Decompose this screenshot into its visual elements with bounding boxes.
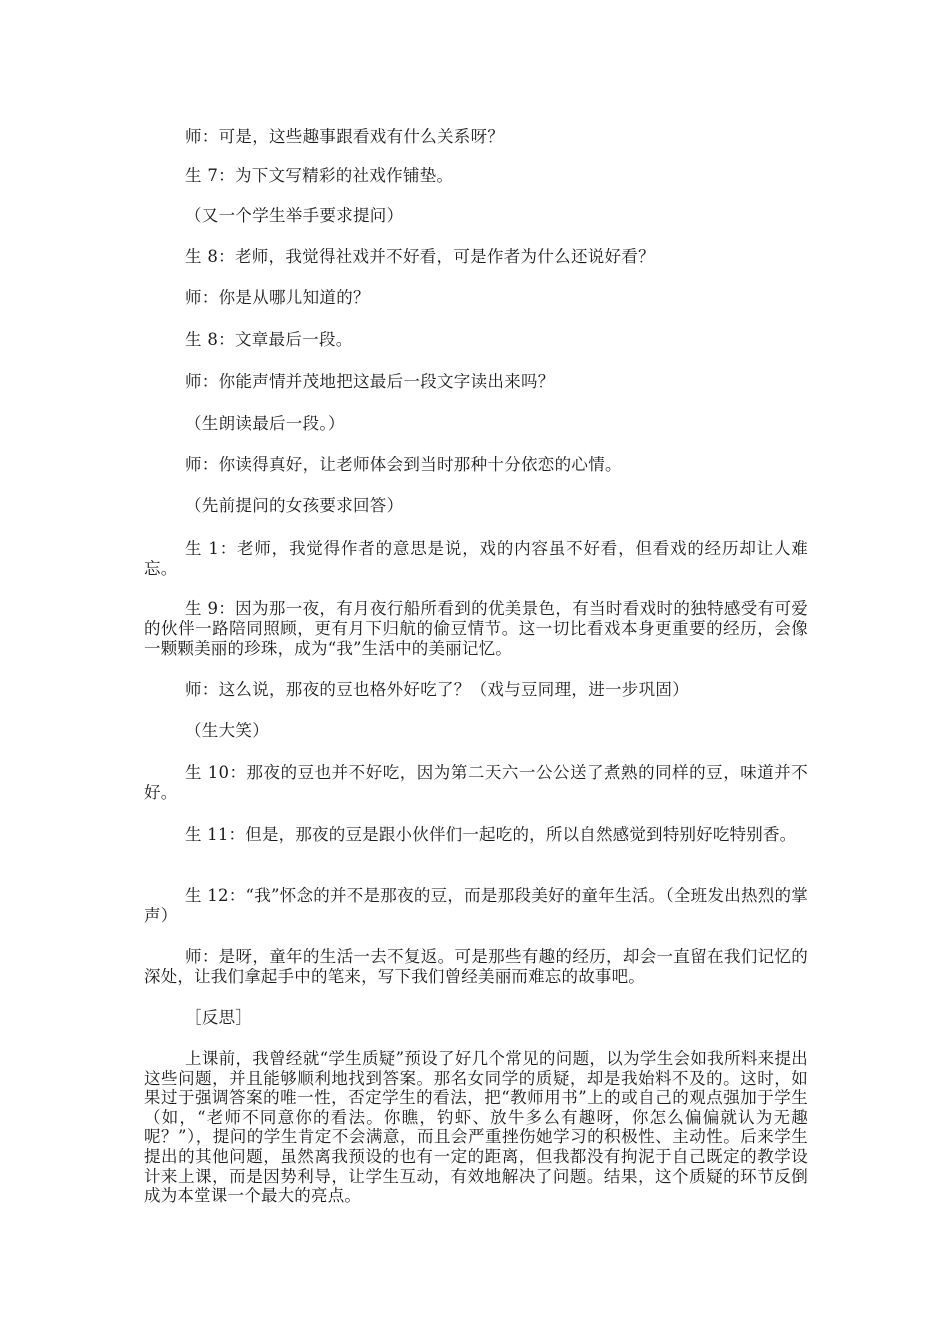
- dialogue-line: 师：你是从哪儿知道的？: [185, 288, 370, 307]
- dialogue-line: 生 7：为下文写精彩的社戏作铺垫。: [185, 166, 454, 185]
- dialogue-paragraph: 生 1：老师，我觉得作者的意思是说，戏的内容虽不好看，但看戏的经历却让人难忘。: [144, 539, 808, 578]
- dialogue-line: 师：你读得真好，让老师体会到当时那种十分依恋的心情。: [185, 455, 622, 474]
- dialogue-paragraph: 生 11：但是，那夜的豆是跟小伙伴们一起吃的，所以自然感觉到特别好吃特别香。: [185, 825, 797, 844]
- dialogue-paragraph: 生 10：那夜的豆也并不好吃，因为第二天六一公公送了煮熟的同样的豆，味道并不好。: [144, 763, 808, 802]
- dialogue-line: 生 8：老师，我觉得社戏并不好看，可是作者为什么还说好看？: [185, 247, 655, 266]
- section-heading: ［反思］: [185, 1008, 253, 1027]
- reflection-paragraph: 上课前，我曾经就“学生质疑”预设了好几个常见的问题，以为学生会如我所料来提出这些问题，并且能够顺利地找到答案。那名女同学的质疑，却是我始料不及的。这时，如果过于强调答案的唯一性，否定学生的看法，把“教师用书”上的或自己的观点强加于学生（如，“老师不同意你的看法。你瞧，钓虾、放牛多么有趣呀，你怎么偏偏就认为无趣呢？”），提问的学生肯定不会满意，而且会严重挫伤她学习的积极性、主动性。后来学生提出的其他问题，虽然离我预设的也有一定的距离，但我都没有拘泥于自己既定的教学设计来上课，而是因势利导，让学生互动，有效地解决了问题。结果，这个质疑的环节反倒成为本堂课一个最大的亮点。: [144, 1049, 808, 1206]
- dialogue-line: 师：可是，这些趣事跟看戏有什么关系呀？: [185, 127, 505, 146]
- dialogue-line: 生 8：文章最后一段。: [185, 330, 353, 349]
- stage-direction: （先前提问的女孩要求回答）: [185, 496, 404, 515]
- dialogue-line: 师：你能声情并茂地把这最后一段文字读出来吗？: [185, 372, 555, 391]
- stage-direction: （生朗读最后一段。）: [185, 414, 345, 433]
- dialogue-paragraph: 师：是呀，童年的生活一去不复返。可是那些有趣的经历，却会一直留在我们记忆的深处，让我们拿起手中的笔来，写下我们曾经美丽而难忘的故事吧。: [144, 947, 808, 986]
- dialogue-paragraph: 生 12：“我”怀念的并不是那夜的豆，而是那段美好的童年生活。（全班发出热烈的掌声）: [144, 886, 808, 925]
- dialogue-paragraph: 生 9：因为那一夜，有月夜行船所看到的优美景色，有当时看戏时的独特感受有可爱的伙伴一路陪同照顾，更有月下归航的偷豆情节。这一切比看戏本身更重要的经历，会像一颗颗美丽的珍珠，成为“我”生活中的美丽记忆。: [144, 599, 808, 658]
- stage-direction: （生大笑）: [185, 721, 269, 740]
- stage-direction: （又一个学生举手要求提问）: [185, 206, 404, 225]
- dialogue-line: 师：这么说，那夜的豆也格外好吃了？（戏与豆同理，进一步巩固）: [185, 680, 689, 699]
